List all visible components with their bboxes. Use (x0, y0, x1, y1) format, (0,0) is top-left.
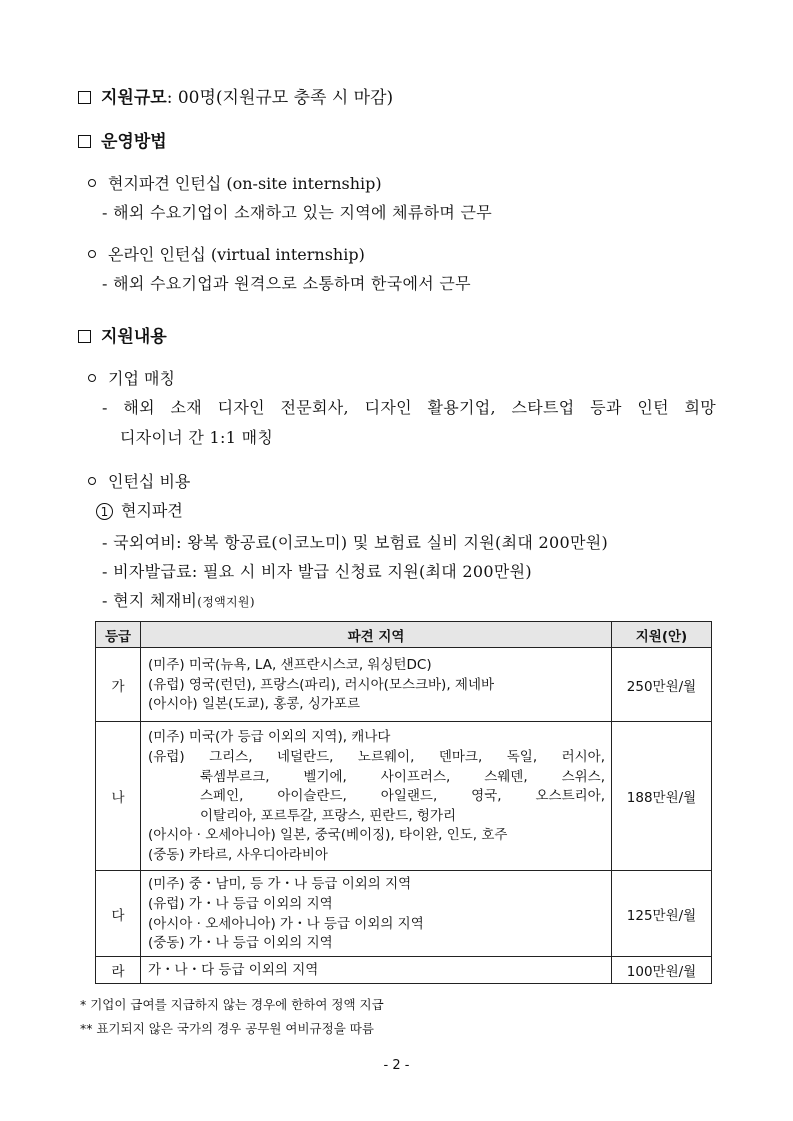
amount-cell: 188만원/월 (612, 722, 712, 871)
circle-bullet-icon (88, 250, 96, 258)
table-row (96, 871, 712, 957)
grade-cell: 가 (96, 648, 141, 722)
cost-title: 인턴십 비용 (88, 469, 190, 492)
square-bullet-icon (78, 135, 91, 148)
circled-number: 1 (96, 503, 113, 520)
square-bullet-icon (78, 330, 91, 343)
airfare-line: - 국외여비: 왕복 항공료(이코노미) 및 보험료 실비 지원(최대 200만원) (102, 533, 608, 552)
page-number: - 2 - (383, 1058, 410, 1073)
grade-cell: 다 (96, 871, 141, 957)
table-row (96, 957, 712, 984)
visa-line: - 비자발급료: 필요 시 비자 발급 신청료 지원(최대 200만원) (102, 562, 532, 581)
onsite-internship-title: 현지파견 인턴십 (on-site internship) (88, 171, 382, 194)
circle-bullet-icon (88, 477, 96, 485)
header-grade: 등급 (96, 622, 141, 648)
virtual-internship-title: 온라인 인턴십 (virtual internship) (88, 242, 365, 265)
footnote-2: ** 표기되지 않은 국가의 경우 공무원 여비규정을 따름 (80, 1021, 374, 1036)
allowance-table (95, 621, 712, 984)
section-text: : 00명(지원규모 충족 시 마감) (166, 88, 394, 108)
table-header-row (96, 622, 712, 648)
region-cell: (미주) 미국(가 등급 이외의 지역), 캐나다 (유럽) 그리스, 네덜란드, 노르웨이, 덴마크, 독일, 러시아, 룩셈부르크, 벨기에, 사이프러스, 스웨덴, 스위스, 스페인, 아이슬란드, 아일랜드, 영국, 오스트리아, 이탈리아, 포르투갈, 프랑스, 핀란드, 헝가리 (아시아 · 오세아니아) 일본, 중국(베이징), 타이완, 인도, 호주 (중동) 카타르, 사우디아라비아 (141, 722, 612, 871)
section-support-content (78, 322, 167, 347)
footnote-1: * 기업이 급여를 지급하지 않는 경우에 한하여 정액 지급 (80, 997, 384, 1012)
grade-cell: 라 (96, 957, 141, 984)
matching-line-1: - 해외 소재 디자인 전문회사, 디자인 활용기업, 스타트업 등과 인턴 희망 (102, 398, 716, 417)
circle-bullet-icon (88, 374, 96, 382)
section-title: 운영방법 (101, 132, 167, 152)
matching-line-2: 디자이너 간 1:1 매칭 (120, 428, 274, 447)
region-cell: 가・나・다 등급 이외의 지역 (141, 957, 612, 984)
header-region: 파견 지역 (141, 622, 612, 648)
onsite-internship-desc: - 해외 수요기업이 소재하고 있는 지역에 체류하며 근무 (102, 203, 493, 222)
table-row (96, 648, 712, 722)
amount-cell: 100만원/월 (612, 957, 712, 984)
grade-cell: 나 (96, 722, 141, 871)
region-cell: (미주) 미국(뉴욕, LA, 샌프란시스코, 워싱턴DC) (유럽) 영국(런던), 프랑스(파리), 러시아(모스크바), 제네바 (아시아) 일본(도쿄), 홍콩, 싱가포르 (141, 648, 612, 722)
section-support-scale (78, 83, 393, 108)
region-cell: (미주) 중・남미, 등 가・나 등급 이외의 지역 (유럽) 가・나 등급 이외의 지역 (아시아 · 오세아니아) 가・나 등급 이외의 지역 (중동) 가・나 등급 이외의 지역 (141, 871, 612, 957)
stay-line: - 현지 체재비(정액지원) (102, 591, 255, 610)
virtual-internship-desc: - 해외 수요기업과 원격으로 소통하며 한국에서 근무 (102, 274, 471, 293)
square-bullet-icon (78, 91, 91, 104)
section-title: 지원규모 (101, 88, 167, 108)
cost-subheading: 1 현지파견 (96, 498, 183, 521)
table-row (96, 722, 712, 871)
circle-bullet-icon (88, 179, 96, 187)
section-title: 지원내용 (101, 327, 167, 347)
amount-cell: 125만원/월 (612, 871, 712, 957)
header-amount: 지원(안) (612, 622, 712, 648)
amount-cell: 250만원/월 (612, 648, 712, 722)
matching-title: 기업 매칭 (88, 366, 175, 389)
section-operation (78, 127, 167, 152)
